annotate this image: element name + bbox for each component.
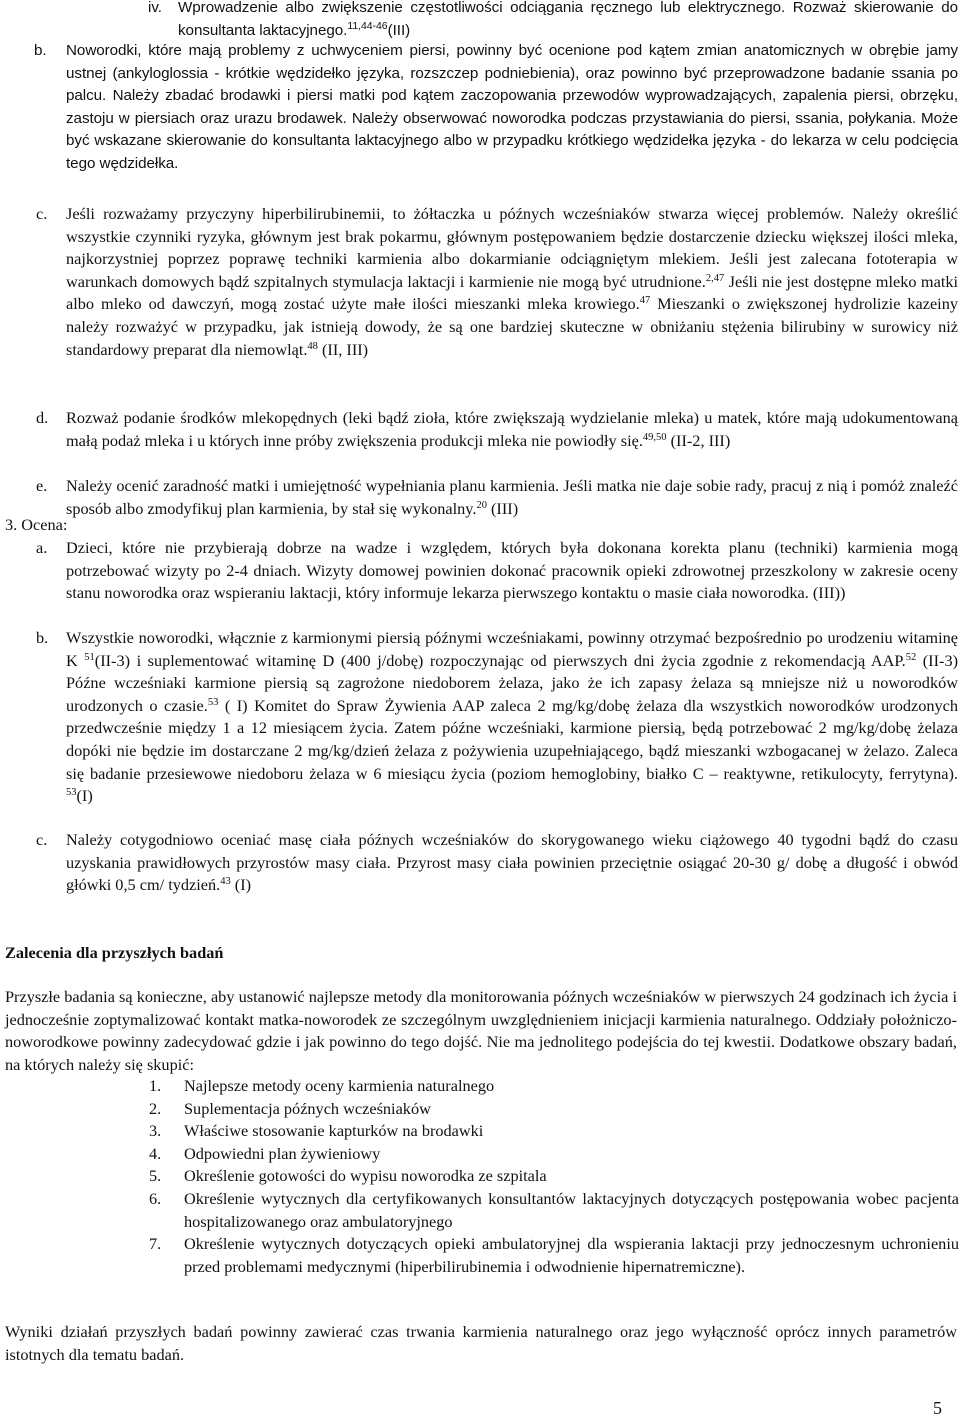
section-heading-ocena: 3. Ocena: — [5, 515, 68, 534]
citation-ref: 47 — [639, 295, 651, 307]
list-item-b — [34, 40, 958, 176]
research-area-item — [149, 1120, 959, 1143]
list-item-e — [36, 475, 958, 520]
research-area-item — [149, 1143, 959, 1166]
research-area-text: Właściwe stosowanie kapturków na brodawki — [184, 1121, 484, 1141]
item-label: b. — [34, 42, 47, 59]
item-label: c. — [36, 830, 48, 849]
ocena-item-a — [36, 537, 958, 605]
item-text: Noworodki, które mają problemy z uchwyceniem piersi, powinny być ocenione pod kątem zmian anatomicznych w obrębie jamy ustnej (ankyloglossia - krótkie wędzidełko języka, rozszczep podniebienia), oraz powinno być przeprowadzone badanie ssania po palcu. Należy zbadać brodawki i piersi matki pod kątem zaczopowania przewodów wyprowadzających, zapalenia piersi, obrzęku, zastoju w piersiach oraz urazu brodawek. Należy obserwować noworodka podczas przystawiania do piersi, ssania, połykania. Może być wskazane skierowanie do konsultanta laktacyjnego albo w przypadku krótkiego wędzidełka języka - do lekarza w celu podcięcia tego wędzidełka. — [66, 42, 958, 172]
item-label: b. — [36, 628, 49, 647]
list-item-d — [36, 407, 958, 452]
item-text: Wprowadzenie albo zwiększenie częstotliwości odciągania ręcznego lub elektrycznego. Rozważ skierowanie do konsultanta laktacyjnego. — [178, 0, 958, 39]
citation-ref: 11,44-46 — [347, 19, 388, 32]
list-number: 4. — [149, 1143, 162, 1163]
citation-ref: 43 — [220, 876, 231, 888]
evidence-level: (III) — [387, 21, 411, 39]
evidence-level: (II, III) — [317, 339, 369, 359]
research-area-item — [149, 1188, 959, 1233]
citation-ref: 48 — [307, 340, 318, 352]
item-text: Wszystkie noworodki, włącznie z karmionymi piersią późnymi wcześniakami, powinny otrzymać bezpośrednio po urodzeniu witaminę K — [66, 628, 958, 670]
research-area-text: Odpowiedni plan żywieniowy — [184, 1143, 381, 1163]
evidence-level: (III) — [486, 498, 519, 518]
item-text: Dzieci, które nie przybierają dobrze na wadze i względem, których była dokonana korekta planu (techniki) karmienia mogą potrzebować wizyty po 2-4 dniach. Wizyty domowej powinien dokonać pracownik opieki zdrowotnej przeszkolony w zakresie oceny stanu noworodka oraz wspieraniu laktacji, który informuje lekarza pierwszego kontaktu o masie ciała noworodka. (III)) — [66, 538, 958, 603]
research-area-text: Określenie wytycznych dotyczących opieki ambulatoryjnej dla wspierania laktacji przy jednoczesnym uchronieniu przed problemami medycznymi (hiperbilirubinemia i odwodnienie hipernatremiczne). — [184, 1234, 959, 1276]
item-text: Jeśli rozważamy przyczyny hiperbilirubinemii, to żółtaczka u późnych wcześniaków stwarza więcej problemów. Należy określić wszystkie czynniki ryzyka, głównym jest brak pokarmu, głównym postępowaniem będzie dostarczenie dziecku większej ilości mleka, najkorzystniej poprzez poprawę techniki karmienia albo dokarmianie odciągniętym mlekiem. Jeśli jest zalecana fototerapia w warunkach domowych bądź szpitalnych stymulacja laktacji i karmienie nie mogą być utrudnione. — [66, 204, 958, 291]
research-area-text: Najlepsze metody oceny karmienia naturalnego — [184, 1076, 495, 1095]
item-text: Mieszanki o zwiększonej hydrolizie kazeiny należy rozważyć w przypadku, jak istnieją dowody, że są one bardziej skuteczne w obniżaniu stężenia bilirubiny w surowicy niż standardowy preparat dla niemowląt. — [66, 294, 958, 359]
citation-ref: 53 — [66, 787, 77, 799]
item-label: c. — [36, 204, 48, 223]
item-label: e. — [36, 476, 48, 495]
list-number: 2. — [149, 1098, 162, 1118]
item-text: (II-3) i suplementować witaminę D (400 j/dobę) rozpoczynając od pierwszych dni życia zgodnie z rekomendacją AAP. — [94, 650, 906, 670]
list-number: 6. — [149, 1188, 162, 1208]
research-area-text: Suplementacja późnych wcześniaków — [184, 1098, 431, 1118]
future-research-intro: Przyszłe badania są konieczne, aby ustanowić najlepsze metody dla monitorowania późnych wcześniaków w pierwszych 24 godzinach ich życia i jednocześnie zoptymalizować kontakt matka-noworodek ze szczególnym uwzględnieniem inicjacji karmienia naturalnego. Oddziały położniczo-noworodkowe powinny zadecydować gdzie i jak powinno do tego dojść. Nie ma jednolitego podejścia do tej kwestii. Dodatkowe obszary badań, na których należy się skupić: — [5, 987, 957, 1074]
research-areas-list — [149, 1075, 959, 1278]
item-text: Należy ocenić zaradność matki i umiejętność wypełniania planu karmienia. Jeśli matka nie daje sobie rady, pracuj z nią i pomóż znaleźć sposób albo zmodyfikuj plan karmienia, by stał się wykonalny. — [66, 476, 958, 518]
citation-ref: 52 — [905, 651, 917, 663]
list-number: 5. — [149, 1166, 162, 1186]
list-item-c — [36, 203, 959, 361]
citation-ref: 20 — [476, 499, 487, 511]
ocena-item-c — [36, 829, 958, 897]
ocena-item-b — [36, 627, 959, 808]
list-number: 3. — [149, 1121, 162, 1141]
item-text: ( I) Komitet do Spraw Żywienia AAP zaleca 2 mg/kg/dobę żelaza dla wszystkich noworodków urodzonych przedwcześnie między 1 a 12 miesiącem życia. Zatem późne wcześniaki, karmione piersią, będą potrzebować 2 mg/kg/dobę żelaza dopóki nie będzie im dostarczane 2 mg/kg/dzień żelaza z pożywienia uzupełniającego, bądź mieszanki wzbogacanej w żelazo. Zaleca się badanie przesiewowe niedoboru żelaza w 6 miesiącu życia (poziom hemoglobiny, białko C – reaktywne, retikulocyty, ferrytyna). — [66, 695, 958, 783]
citation-ref: 51 — [84, 651, 95, 663]
item-text: Jeśli nie jest dostępne mleko matki albo mleko od dawczyń, mogą zostać użyte małe ilości mieszanki mleka krowiego. — [66, 271, 959, 314]
citation-ref: 49,50 — [642, 431, 667, 443]
research-area-text: Określenie gotowości do wypisu noworodka ze szpitala — [184, 1166, 547, 1186]
evidence-level: (II-2, III) — [666, 430, 731, 450]
item-text: (II-3) Późne wcześniaki karmione piersią są zagrożone niedoborem żelaza, jako że ich zapasy żelaza są mniejsze niż u noworodków urodzonych o czasie. — [66, 650, 959, 715]
list-item-iv — [148, 0, 958, 42]
item-label: iv. — [148, 0, 162, 16]
section-heading-future-research: Zalecenia dla przyszłych badań — [5, 943, 224, 962]
evidence-level: (I) — [76, 786, 93, 806]
citation-ref: 53 — [207, 696, 219, 708]
evidence-level: (I) — [230, 875, 252, 895]
item-label: d. — [36, 408, 49, 427]
research-area-item — [149, 1233, 959, 1278]
citation-ref: 2,47 — [705, 272, 725, 284]
research-area-item — [149, 1098, 959, 1121]
research-area-item — [149, 1075, 959, 1098]
research-area-text: Określenie wytycznych dla certyfikowanych konsultantów laktacyjnych dotyczących postępowania wobec pacjenta hospitalizowanego oraz ambulatoryjnego — [184, 1188, 959, 1231]
future-research-closing: Wyniki działań przyszłych badań powinny zawierać czas trwania karmienia naturalnego oraz jego wyłączność oprócz innych parametrów istotnych dla tematu badań. — [5, 1322, 957, 1364]
list-number: 1. — [149, 1076, 162, 1095]
page-number: 5 — [933, 1398, 942, 1419]
list-number: 7. — [149, 1234, 162, 1254]
research-area-item — [149, 1165, 959, 1188]
item-label: a. — [36, 538, 48, 557]
item-text: Rozważ podanie środków mlekopędnych (leki bądź zioła, które zwiększają wydzielanie mleka) u matek, które mają udokumentowaną małą podaż mleka i u których inne próby zwiększenia produkcji mleka nie powiodły się. — [66, 408, 958, 450]
item-text: Należy cotygodniowo oceniać masę ciała późnych wcześniaków do skorygowanego wieku ciążowego 40 tygodni bądź do czasu uzyskania prawidłowych przyrostów masy ciała. Przyrost masy ciała powinien przeciętnie osiągać 20-30 g/ dobę a długość i obwód główki 0,5 cm/ tydzień. — [66, 830, 958, 895]
